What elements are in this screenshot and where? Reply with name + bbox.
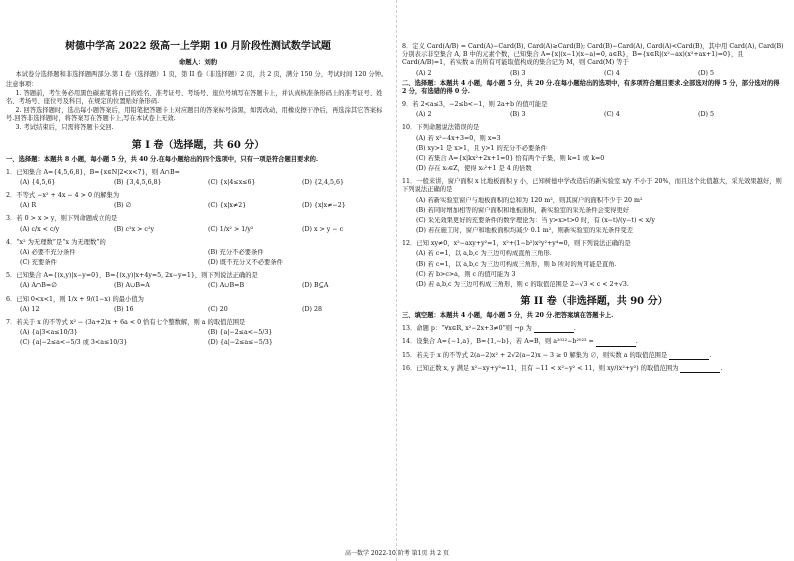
question-6-option-d: (D) 28: [302, 305, 322, 313]
question-10-stem: 10．下列命题说法错误的是: [402, 124, 480, 132]
question-9-option-a: (A) 2: [416, 111, 432, 119]
question-12-option-a: (A) 若 c=1，以 a,b,c 为三边可构成直角三角形.: [416, 250, 552, 258]
question-4-option-a: (A) 必要不充分条件: [20, 248, 76, 256]
fill-16-text: 16．已知正数 x, y 满足 x²−xy+y²=11，且有 −11 < x²−y² < 11，则 xy/(x²+y²) 的取值范围为: [402, 364, 679, 372]
question-2-option-b: (B) ∅: [114, 202, 132, 210]
section1-heading: 一、选择题：本题共 8 小题，每小题 5 分，共 40 分.在每小题给出的四个选项中，只有一项是符合题目要求的.: [6, 155, 319, 163]
question-8-option-b: (B) 3: [510, 69, 526, 77]
intro-paragraph: 本试卷分选择题和非选择题两部分.第 I 卷（选择题）1 页，第 II 卷（非选择题）2 页，共 2 页，满分 150 分，考试时间 120 分钟。: [15, 71, 388, 79]
question-2-option-a: (A) R: [20, 202, 37, 210]
question-3-option-d: (D) x > y − c: [302, 225, 344, 233]
question-11-option-d: (D) 若在施工时，窗户和地板面积均减少 0.1 m²，则新实验室的采光条件变差: [416, 227, 634, 235]
fill-question-16: 16．已知正数 x, y 满足 x²−xy+y²=11，且有 −11 < x²−y² < 11，则 xy/(x²+y²) 的取值范围为 .: [402, 364, 723, 372]
question-1-option-c: (C) {x|4≤x≤6}: [208, 178, 256, 186]
fill-14-text: 14．设集合 A={−1,a}，B={1,−b}，若 A=B，则 a²⁰²²−b²⁰²³ =: [402, 338, 594, 346]
fill-13-text: 13．命题 p：“∀x∈R, x²−2x+3≠0”则 ¬p 为: [402, 325, 532, 333]
question-6-option-a: (A) 12: [20, 305, 40, 313]
question-4-options: [20, 249, 390, 267]
question-4-option-d: (D) 既不充分又不必要条件: [208, 259, 283, 267]
question-12-option-b: (B) 若 c=1，以 a,b,c 为三边可构成三角形，则 b 所对的角可能是直角.: [416, 260, 617, 268]
question-4-option-c: (C) 充要条件: [20, 259, 57, 267]
question-10-option-b: (B) xy>1 是 x>1，且 y>1 的充分不必要条件: [416, 144, 547, 152]
question-10-options: [416, 135, 786, 174]
question-8-option-c: (C) 4: [604, 69, 620, 77]
answer-blank: [596, 346, 636, 347]
answer-blank: [669, 359, 709, 360]
question-8-options: [416, 70, 786, 78]
question-10-option-a: (A) 若 x²−4x+3=0，则 x=3: [416, 134, 501, 142]
question-list: [6, 169, 390, 348]
question-7-options: [20, 329, 390, 347]
question-4-option-b: (B) 充分不必要条件: [208, 248, 264, 256]
question-9-stem: 9．若 2<a≤3，−2≤b<−1，则 2a+b 的值可能是: [402, 101, 548, 109]
question-5-option-d: (D) B⊆A: [302, 282, 329, 290]
question-12-option-c: (C) 若 b>c>a，则 c 的值可能为 3: [416, 270, 516, 278]
notes-title: 注意事项：: [6, 80, 38, 88]
question-11-option-c: (C) 采光效果更好的充要条件的数学理论为：当 y>x>t>0 时，有 (x−t)/(y−t) < x/y: [416, 216, 655, 224]
question-6-option-b: (B) 16: [114, 305, 134, 313]
question-2-option-d: (D) {x|x≠−2}: [302, 202, 346, 210]
fill-question-14: 14．设集合 A={−1,a}，B={1,−b}，若 A=B，则 a²⁰²²−b²⁰²³ = .: [402, 338, 638, 346]
fill-question-13: 13．命题 p：“∀x∈R, x²−2x+3≠0”则 ¬p 为 .: [402, 325, 576, 333]
question-10-option-c: (C) 若集合 A={x|kx²+2x+1=0} 恰有两个子集，则 k=1 或 k=0: [416, 154, 605, 162]
section2-heading: 二、选择题：本题共 4 小题，每小题 5 分，共 20 分.在每小题给出的选项中，有多项符合题目要求.全部选对的得 5 分，部分选对的得 2 分，有选错的得 0 分.: [402, 79, 780, 95]
question-12-option-d: (D) 若 a,b,c 为三边可构成三角形，则 c 的取值范围是 2−√3 < c < 2+√3.: [416, 280, 629, 288]
question-11-options: [416, 197, 786, 236]
question-5-stem: 5．已知集合 A={(x,y)|x−y=0}，B={(x,y)|x+4y=5, 2x−y=1}，则下列说法正确的是: [6, 272, 258, 280]
question-6-option-c: (C) 20: [208, 305, 228, 313]
question-8-option-a: (A) 2: [416, 69, 432, 77]
question-9-option-d: (D) 5: [698, 111, 714, 119]
section3-heading: 三、填空题：本题共 4 小题，每小题 5 分，共 20 分.把答案填在答题卡上.: [402, 312, 614, 320]
question-8-stem: 8．定义 Card(A/B) = Card(A)−Card(B), Card(A)≥Card(B); Card(B)−Card(A), Card(A)<Card(B)，其中用 Card(A), Card(B) 分别表示非空集合 A, B 中的元素个数，已知集合 A={x|(x−1)(x−a)=0, a∈R}，B={x∈R|(x²−ax)(x²+ax+1)=0}，且 Card(A/B)=1，若实数 a 的所有可能取值构成的集合记为 M，则 Card(M) 等于: [402, 43, 784, 67]
question-6-options: [20, 306, 390, 314]
question-5-options: [20, 282, 390, 290]
question-11-option-b: (B) 若同时增加相等的窗户面积和地板面积，新实验室的采光条件会变得更好: [416, 206, 630, 214]
note-3: 3. 考试结束后，只需将答题卡交回.: [15, 124, 114, 132]
question-2-options: [20, 202, 390, 210]
right-column: [402, 0, 786, 375]
question-1-option-a: (A) {4,5,6}: [20, 178, 56, 186]
exam-title: 树德中学高 2022 级高一上学期 10 月阶段性测试数学试题: [65, 41, 331, 52]
part2-title: 第 II 卷（非选择题，共 90 分）: [520, 296, 668, 308]
column-divider: [396, 0, 397, 561]
question-7-option-a: (A) {a|3<a≤10/3}: [20, 329, 78, 337]
question-5-option-c: (C) A∪B=B: [208, 282, 245, 290]
question-8-option-d: (D) 5: [698, 69, 714, 77]
question-3-option-a: (A) c/x < c/y: [20, 225, 60, 233]
question-11-stem: 11．一般来讲，窗户面积 x 比地板面积 y 小，已知树德中学改造后的新实验室 x/y 不小于 20%，而且这个比值越大，采光效果越好，则下列说法正确的是: [402, 178, 782, 194]
question-3-option-b: (B) c²x > c²y: [114, 225, 155, 233]
part1-title: 第 I 卷（选择题，共 60 分）: [131, 139, 265, 151]
question-6-stem: 6．已知 0<x<1，则 1/x + 9/(1−x) 的最小值为: [6, 295, 144, 303]
question-11-option-a: (A) 若新实验室窗户与地板面积的总和为 120 m²，则其窗户的面积不少于 20 m²: [416, 196, 643, 204]
question-5-option-a: (A) A∩B=∅: [20, 282, 57, 290]
question-5-option-b: (B) A∪B=A: [114, 282, 150, 290]
question-4-stem: 4．“x² 为无理数”是“x 为无理数”的: [6, 238, 106, 246]
question-1-option-b: (B) {3,4,5,6,8}: [114, 178, 162, 186]
question-3-option-c: (C) 1/x² > 1/y²: [208, 225, 254, 233]
question-12-options: [416, 250, 786, 289]
fill-question-15: 15．若关于 x 的不等式 2(a−2)x² + 2√2(a−2)x − 3 ≥ 0 解集为 ∅，则实数 a 的取值范围是 .: [402, 351, 712, 359]
question-3-stem: 3．若 0 > x > y，则下列命题成立的是: [6, 215, 118, 223]
answer-blank: [534, 332, 574, 333]
note-1: 1. 答题前，考生务必用黑色碳素笔将自己的姓名、准考证号、考场号、座位号填写在答题卡上，并认真核准条形码上的准考证号、姓名、考场号、座位号及科目，在规定的位置贴好条形码.: [6, 89, 383, 105]
question-1-option-d: (D) {2,4,5,6}: [302, 178, 345, 186]
question-1-options: [20, 179, 390, 187]
answer-blank: [680, 372, 720, 373]
question-3-options: [20, 226, 390, 234]
fill-15-text: 15．若关于 x 的不等式 2(a−2)x² + 2√2(a−2)x − 3 ≥ 0 解集为 ∅，则实数 a 的取值范围是: [402, 351, 668, 359]
question-7-option-d: (D) {a|−2≤a≤−5/3}: [208, 339, 273, 347]
left-column: [6, 0, 390, 349]
question-10-option-d: (D) 存在 x₀∈Z，使得 x₀²+1 是 4 的倍数: [416, 165, 532, 173]
question-7-option-b: (B) {a|−2≤a<−5/3}: [208, 329, 273, 337]
question-9-option-c: (C) 4: [604, 111, 620, 119]
author-line: 命题人：刘豹: [178, 58, 218, 66]
question-2-option-c: (C) {x|x≠2}: [208, 202, 247, 210]
question-7-option-c: (C) {a|−2≤a<−5/3 或 3<a≤10/3}: [20, 339, 128, 347]
note-2: 2. 回答选择题时，选出每小题答案后，用铅笔把答题卡上对应题目的答案标号涂黑，如需改动，用橡皮擦干净后，再选涂其它答案标号.回答非选择题时，将答案写在答题卡上,写在本试卷上无效.: [6, 107, 383, 123]
question-12-stem: 12．已知 xy≠0，x²−axy+y²=1，x²+(1−b²)x²y²+y⁴=0，则下列说法正确的是: [402, 240, 631, 248]
question-1-stem: 1．已知集合 A={4,5,6,8}，B={x∈N|2<x<7}，则 A∩B=: [6, 168, 180, 176]
page-footer: 高一数学 2022-10 阶考 第1页 共 2 页: [344, 550, 449, 557]
question-9-option-b: (B) 3: [510, 111, 526, 119]
question-9-options: [416, 111, 786, 119]
question-2-stem: 2．不等式 −x² + 4x − 4 > 0 的解集为: [6, 192, 120, 200]
question-7-stem: 7．若关于 x 的不等式 x² − (3a+2)x + 6a < 0 恰有七个整数解，则 a 的取值范围是: [6, 318, 246, 326]
